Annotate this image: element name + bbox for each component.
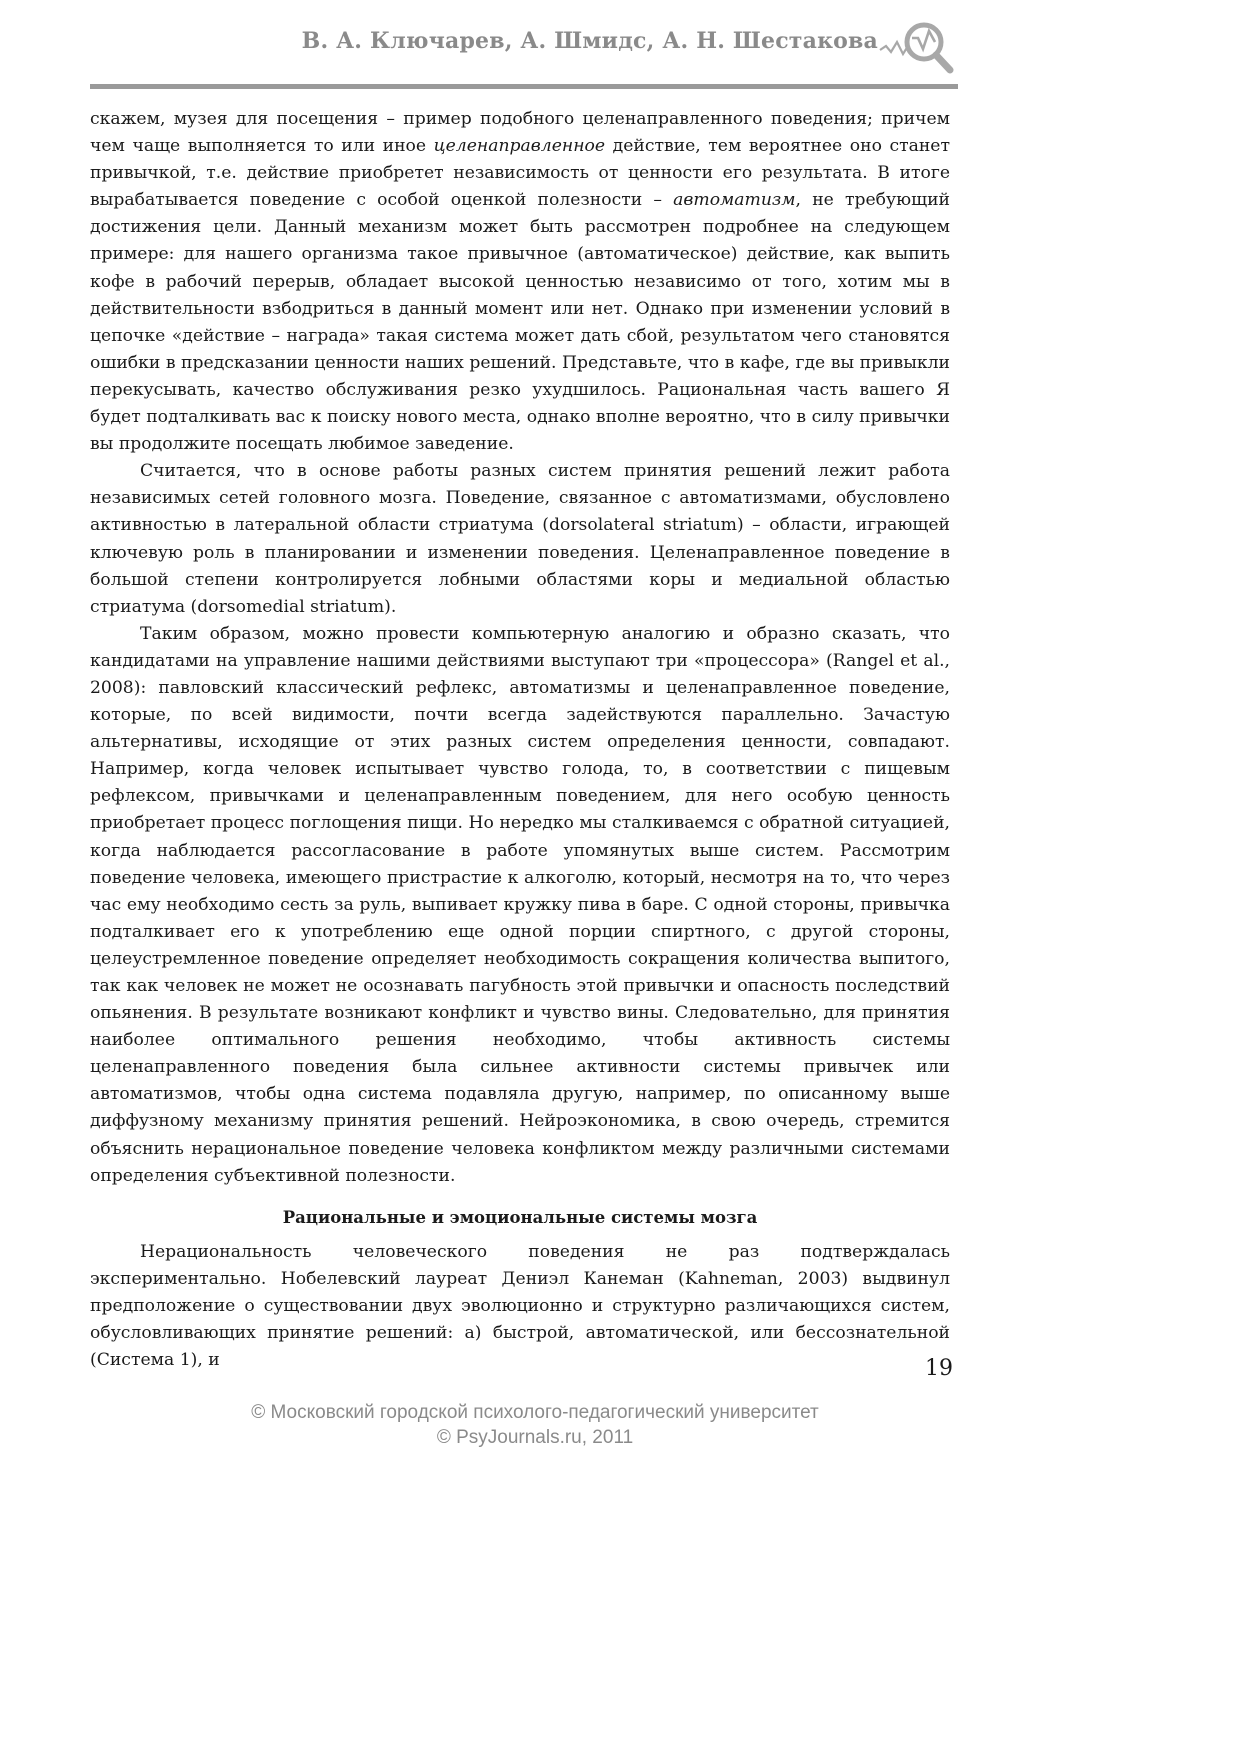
paragraph-4: Нерациональность человеческого поведения не раз подтверждалась экспериментально. Нобелевский лауреат Дениэл Канеман (Kahneman, 2003) выдвинул предположение о существовании двух эволюционно и структурно различающихся систем, обусловливающих принятие решений: а) быстрой, автоматической, или бессознательной (Система 1), и <box>90 1241 950 1371</box>
copyright-footer <box>0 1400 1070 1450</box>
header-rule <box>90 84 958 89</box>
running-header <box>90 22 958 92</box>
running-header-authors: В. А. Ключарев, А. Шмидс, А. Н. Шестакова <box>301 28 878 54</box>
magnifier-logo-icon <box>878 16 958 76</box>
section-heading: Рациональные и эмоциональные системы мозга <box>282 1207 758 1227</box>
copyright-line-1: © Московский городской психолого-педагогический университет <box>251 1402 819 1423</box>
article-body <box>90 106 950 1374</box>
paragraph-1: скажем, музея для посещения – пример подобного целенаправленного поведения; причем чем чаще выполняется то или иное целенаправленное действие, тем вероятнее оно станет привычкой, т.е. действие приобретет независимость от ценности его результата. В итоге вырабатывается поведение с особой оценкой полезности – автоматизм, не требующий достижения цели. Данный механизм может быть рассмотрен подробнее на следующем примере: для нашего организма такое привычное (автоматическое) действие, как выпить кофе в рабочий перерыв, обладает высокой ценностью независимо от того, хотим мы в действительности взбодриться в данный момент или нет. Однако при изменении условий в цепочке «действие – награда» такая система может дать сбой, результатом чего становятся ошибки в предсказании ценности наших решений. Представьте, что в кафе, где вы привыкли перекусывать, качество обслуживания резко ухудшилось. Рациональная часть вашего Я будет подталкивать вас к поиску нового места, однако вполне вероятно, что в силу привычки вы продолжите посещать любимое заведение. <box>90 109 950 455</box>
copyright-line-2: © PsyJournals.ru, 2011 <box>436 1427 634 1448</box>
paragraph-2: Считается, что в основе работы разных систем принятия решений лежит работа независимых сетей головного мозга. Поведение, связанное с автоматизмами, обусловлено активностью в латеральной области стриатума (dorsolateral striatum) – области, играющей ключевую роль в планировании и изменении поведения. Целенаправленное поведение в большой степени контролируется лобными областями коры и медиальной областью стриатума (dorsomedial striatum). <box>90 461 950 617</box>
page-number: 19 <box>925 1356 953 1381</box>
emphasis-automatism: автоматизм <box>673 190 796 211</box>
paragraph-3: Таким образом, можно провести компьютерную аналогию и образно сказать, что кандидатами на управление нашими действиями выступают три «процессора» (Rangel et al., 2008): павловский классический рефлекс, автоматизмы и целенаправленное поведение, которые, по всей видимости, почти всегда задействуются параллельно. Зачастую альтернативы, исходящие от этих разных систем определения ценности, совпадают. Например, когда человек испытывает чувство голода, то, в соответствии с пищевым рефлексом, привычками и целенаправленным поведением, для него особую ценность приобретает процесс поглощения пищи. Но нередко мы сталкиваемся с обратной ситуацией, когда наблюдается рассогласование в работе упомянутых выше систем. Рассмотрим поведение человека, имеющего пристрастие к алкоголю, который, несмотря на то, что через час ему необходимо сесть за руль, выпивает кружку пива в баре. С одной стороны, привычка подталкивает его к употреблению еще одной порции спиртного, с другой стороны, целеустремленное поведение определяет необходимость сокращения количества выпитого, так как человек не может не осознавать пагубность этой привычки и опасность последствий опьянения. В результате возникают конфликт и чувство вины. Следовательно, для принятия наиболее оптимального решения необходимо, чтобы активность системы целенаправленного поведения была сильнее активности системы привычек или автоматизмов, чтобы одна система подавляла другую, например, по описанному выше диффузному механизму принятия решений. Нейроэкономика, в свою очередь, стремится объяснить нерациональное поведение человека конфликтом между различными системами определения субъективной полезности. <box>90 623 950 1186</box>
emphasis-goal-directed: целенаправленное <box>433 136 606 157</box>
